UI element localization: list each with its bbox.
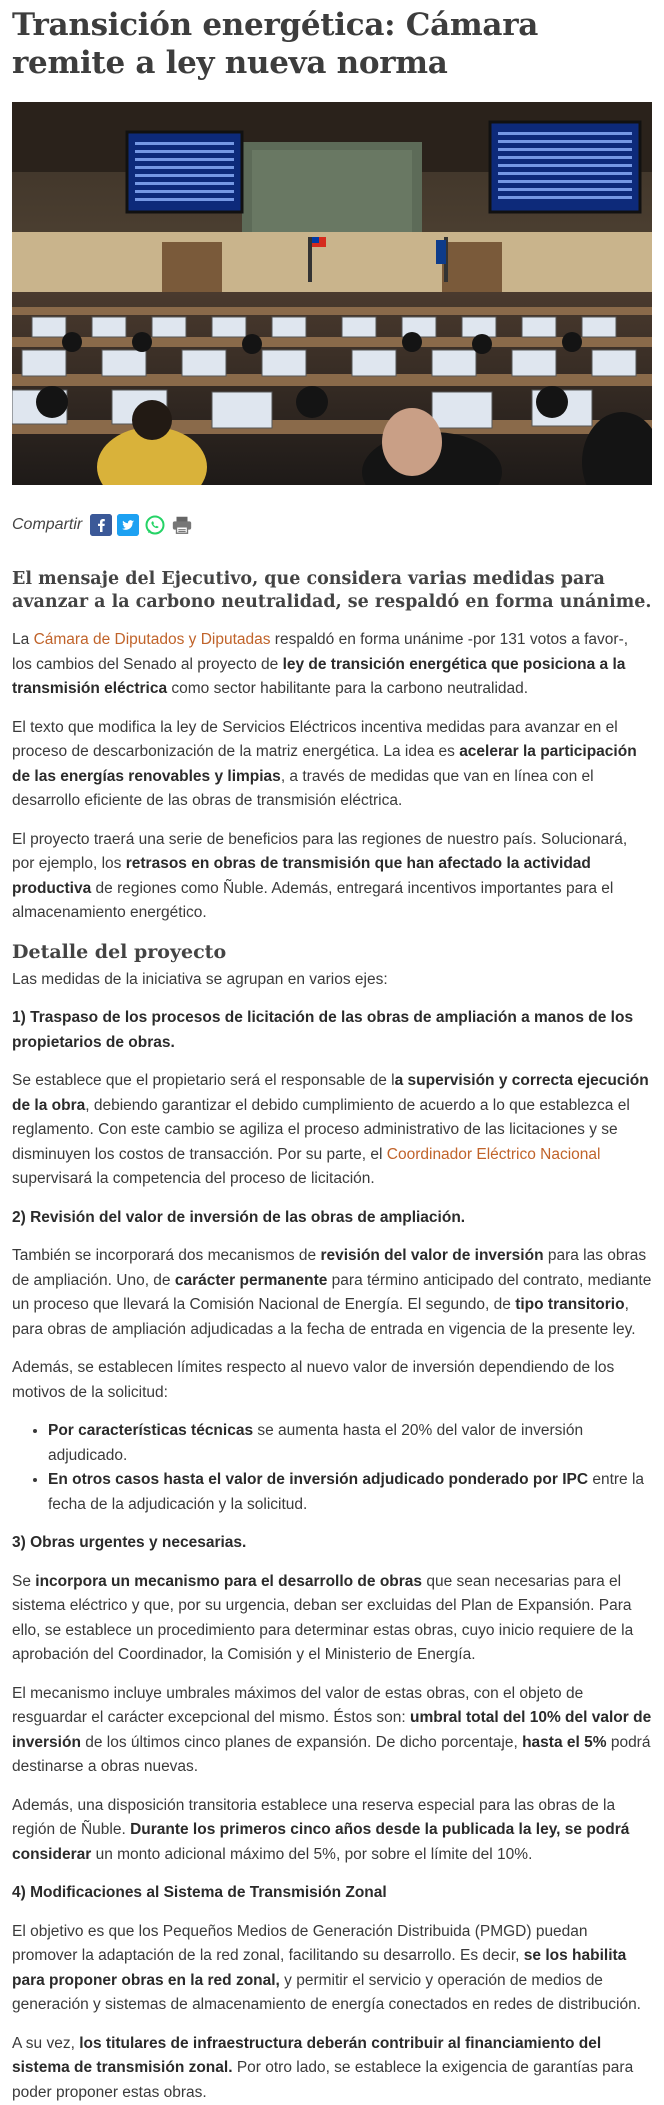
axis-1-paragraph: Se establece que el propietario será el responsable de la supervisión y correcta ejecución de la obra, debiendo garantizar el debido cumplimiento de acuerdo a lo que establezca el reglamento. Con este cambio se agiliza el proceso administrativo de las licitaciones y se disminuyen los costos de transacción. Por su parte, el Coordinador Eléctrico Nacional supervisará la competencia del proceso de licitación. — [12, 1069, 652, 1192]
whatsapp-icon[interactable] — [144, 514, 166, 536]
camara-link[interactable]: Cámara de Diputados y Diputadas — [34, 631, 271, 648]
axis-3-paragraph-3: Además, una disposición transitoria establece una reserva especial para las obras de la región de Ñuble. Durante los primeros cinco años desde la publicada la ley, se podrá considerar un monto adicional máximo del 5%, por sobre el límite del 10%. — [12, 1794, 652, 1868]
section-title: Detalle del proyecto — [12, 940, 652, 964]
twitter-icon[interactable] — [117, 514, 139, 536]
axis-4-paragraph-2: A su vez, los titulares de infraestructura deberán contribuir al financiamiento del sistema de transmisión zonal. Por otro lado, se establece la exigencia de garantías para poder proponer estas obras. — [12, 2032, 652, 2105]
list-item: • Por características técnicas se aumenta hasta el 20% del valor de inversión adjudicado. — [48, 1419, 652, 1468]
share-label: Compartir — [12, 516, 82, 534]
facebook-icon[interactable] — [90, 514, 112, 536]
axis-3-heading: 3) Obras urgentes y necesarias. — [12, 1531, 652, 1556]
limits-list — [12, 1419, 652, 1517]
axis-2-limits: Además, se establecen límites respecto al nuevo valor de inversión dependiendo de los motivos de la solicitud: — [12, 1356, 652, 1405]
axis-2-paragraph: También se incorporará dos mecanismos de revisión del valor de inversión para las obras de ampliación. Uno, de carácter permanente para término anticipado del contrato, mediante un proceso que llevará la Comisión Nacional de Energía. El segundo, de tipo transitorio, para obras de ampliación adjudicadas a la fecha de entrada en vigencia de la presente ley. — [12, 1244, 652, 1342]
print-icon[interactable] — [171, 514, 193, 536]
chamber-illustration — [12, 102, 652, 485]
hero-photo-chamber-session — [12, 102, 652, 485]
axis-1-heading: 1) Traspaso de los procesos de licitación de las obras de ampliación a manos de los propietarios de obras. — [12, 1006, 652, 1055]
section-intro: Las medidas de la iniciativa se agrupan en varios ejes: — [12, 968, 652, 993]
coordinador-link[interactable]: Coordinador Eléctrico Nacional — [387, 1146, 601, 1163]
paragraph-2: El texto que modifica la ley de Servicios Eléctricos incentiva medidas para avanzar en el proceso de descarbonización de la matriz energética. La idea es acelerar la participación de las energías renovables y limpias, a través de medidas que van en línea con el desarrollo eficiente de las obras de transmisión eléctrica. — [12, 716, 652, 814]
axis-4-paragraph-1: El objetivo es que los Pequeños Medios de Generación Distribuida (PMGD) puedan promover la adaptación de la red zonal, facilitando su desarrollo. Es decir, se los habilita para proponer obras en la red zonal, y permitir el servicio y operación de medios de generación y sistemas de almacenamiento de energía conectados en redes de distribución. — [12, 1920, 652, 2018]
article-lead: El mensaje del Ejecutivo, que considera varias medidas para avanzar a la carbono neutralidad, se respaldó en forma unánime. — [12, 568, 652, 614]
axis-2-heading: 2) Revisión del valor de inversión de las obras de ampliación. — [12, 1206, 652, 1231]
axis-4-heading: 4) Modificaciones al Sistema de Transmisión Zonal — [12, 1881, 652, 1906]
axis-3-paragraph-2: El mecanismo incluye umbrales máximos del valor de estas obras, con el objeto de resguardar el carácter excepcional del mismo. Éstos son: umbral total del 10% del valor de inversión de los últimos cinco planes de expansión. De dicho porcentaje, hasta el 5% podrá destinarse a obras nuevas. — [12, 1682, 652, 1780]
list-item: • En otros casos hasta el valor de inversión adjudicado ponderado por IPC entre la fecha de la adjudicación y la solicitud. — [48, 1468, 652, 1517]
article — [0, 6, 664, 2105]
paragraph-3: El proyecto traerá una serie de beneficios para las regiones de nuestro país. Solucionará, por ejemplo, los retrasos en obras de transmisión que han afectado la actividad productiva de regiones como Ñuble. Además, entregará incentivos importantes para el almacenamiento energético. — [12, 828, 652, 926]
paragraph-1: La Cámara de Diputados y Diputadas respaldó en forma unánime -por 131 votos a favor-, los cambios del Senado al proyecto de ley de transición energética que posiciona a la transmisión eléctrica como sector habilitante para la carbono neutralidad. — [12, 628, 652, 702]
axis-3-paragraph-1: Se incorpora un mecanismo para el desarrollo de obras que sean necesarias para el sistema eléctrico y que, por su urgencia, deban ser excluidas del Plan de Expansión. Para ello, se establece un procedimiento para determinar estas obras, cuyo inicio requiere de la aprobación del Coordinador, la Comisión y el Ministerio de Energía. — [12, 1570, 652, 1668]
article-title: Transición energética: Cámara remite a ley nueva norma — [12, 6, 652, 82]
share-bar — [12, 512, 652, 538]
